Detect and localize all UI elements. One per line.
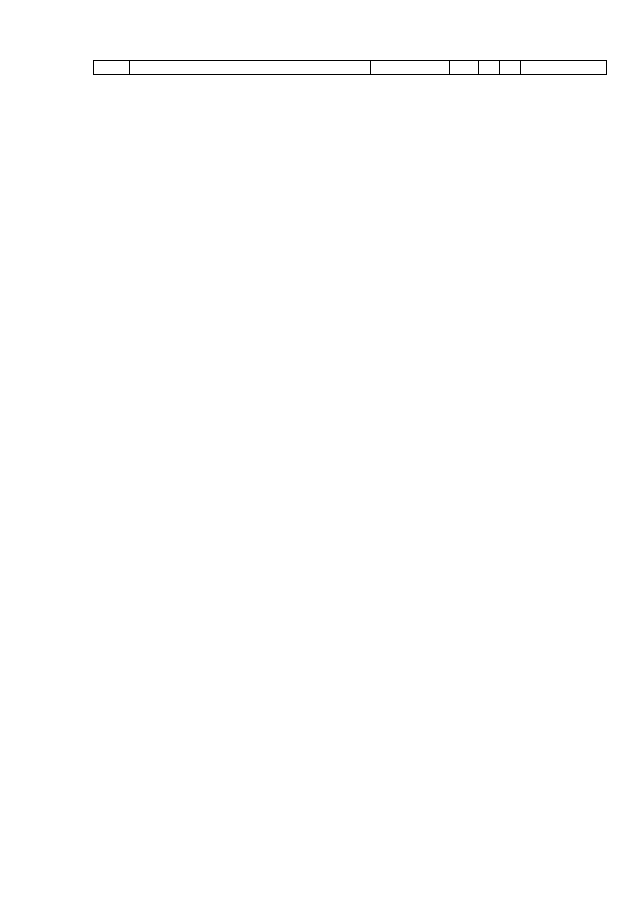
header-col-2 bbox=[130, 61, 371, 75]
header-col-1 bbox=[94, 61, 130, 75]
header-col-4 bbox=[450, 61, 479, 75]
header-col-5 bbox=[479, 61, 500, 75]
header-col-7 bbox=[521, 61, 607, 75]
header-col-3 bbox=[371, 61, 450, 75]
table-header bbox=[93, 60, 607, 75]
header-col-6 bbox=[500, 61, 521, 75]
